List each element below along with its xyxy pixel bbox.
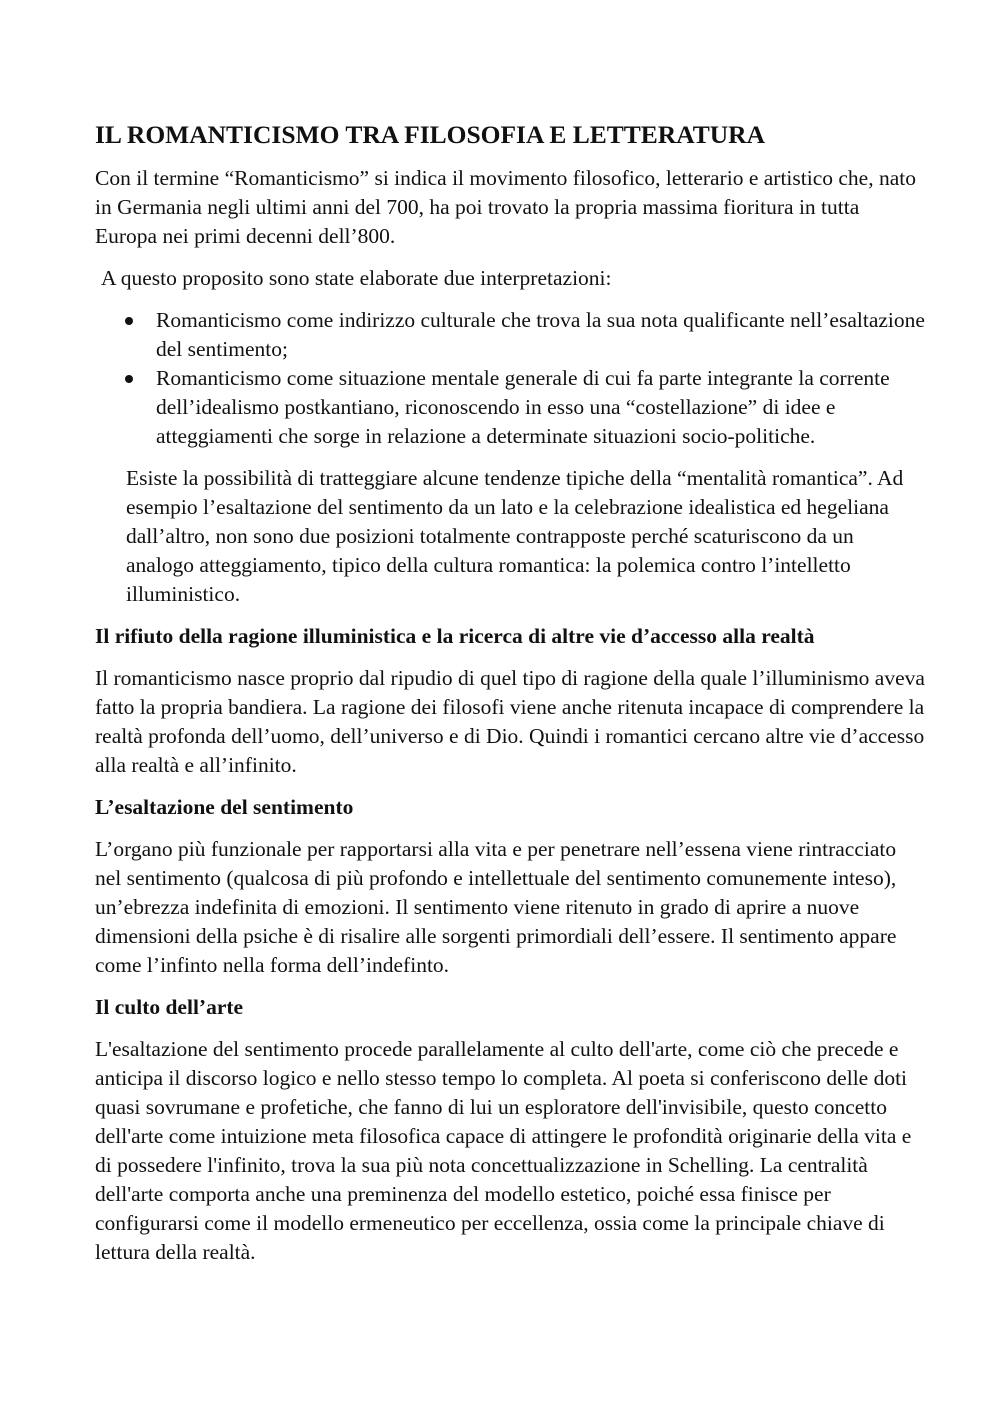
list-item bbox=[156, 306, 925, 364]
section-heading-sentimento: L’esaltazione del sentimento bbox=[95, 795, 354, 819]
section-body-arte: L'esaltazione del sentimento procede parallelamente al culto dell'arte, come ciò che precede e anticipa il discorso logico e nello stesso tempo lo completa. Al poeta si conferiscono delle doti quasi sovrumane e profetiche, che fanno di lui un esploratore dell'invisibile, questo concetto dell'arte come intuizione meta filosofica capace di attingere le profondità originarie della vita e di possedere l'infinito, trova la sua più nota concettualizzazione in Schelling. La centralità dell'arte comporta anche una preminenza del modello estetico, poiché essa finisce per configurarsi come il modello ermeneutico per eccellenza, ossia come la principale chiave di lettura della realtà. bbox=[95, 1037, 912, 1264]
page-title: IL ROMANTICISMO TRA FILOSOFIA E LETTERATURA bbox=[95, 120, 765, 149]
document-page bbox=[95, 118, 925, 1280]
interpretations-list bbox=[95, 306, 925, 451]
intro-paragraph: Con il termine “Romanticismo” si indica il movimento filosofico, letterario e artistico che, nato in Germania negli ultimi anni del 700, ha poi trovato la propria massima fioritura in tutta Europa nei primi decenni dell’800. bbox=[95, 166, 916, 248]
list-item-text: Romanticismo come indirizzo culturale che trova la sua nota qualificante nell’esaltazione del sentimento; bbox=[156, 308, 925, 361]
after-list-paragraph: Esiste la possibilità di tratteggiare alcune tendenze tipiche della “mentalità romantica”. Ad esempio l’esaltazione del sentimento da un lato e la celebrazione idealistica ed hegeliana dall’altro, non sono due posizioni totalmente contrapposte perché scaturiscono da un analogo atteggiamento, tipico della cultura romantica: la polemica contro l’intelletto illuministico. bbox=[126, 466, 904, 606]
lead-paragraph: A questo proposito sono state elaborate due interpretazioni: bbox=[101, 266, 612, 290]
list-item bbox=[156, 364, 925, 451]
bullet-icon bbox=[125, 317, 133, 325]
section-body-sentimento: L’organo più funzionale per rapportarsi alla vita e per penetrare nell’essena viene rintracciato nel sentimento (qualcosa di più profondo e intellettuale del sentimento comunemente inteso), un’ebrezza indefinita di emozioni. Il sentimento viene ritenuto in grado di aprire a nuove dimensioni della psiche è di risalire alle sorgenti primordiali dell’essere. Il sentimento appare come l’infinto nella forma dell’indefinto. bbox=[95, 837, 897, 977]
section-heading-rifiuto: Il rifiuto della ragione illuministica e la ricerca di altre vie d’accesso alla realtà bbox=[95, 624, 815, 648]
section-heading-arte: Il culto dell’arte bbox=[95, 995, 244, 1019]
section-body-rifiuto: Il romanticismo nasce proprio dal ripudio di quel tipo di ragione della quale l’illuminismo aveva fatto la propria bandiera. La ragione dei filosofi viene anche ritenuta incapace di comprendere la realtà profonda dell’uomo, dell’universo e di Dio. Quindi i romantici cercano altre vie d’accesso alla realtà e all’infinito. bbox=[95, 666, 925, 777]
bullet-icon bbox=[125, 375, 133, 383]
list-item-text: Romanticismo come situazione mentale generale di cui fa parte integrante la corrente dell’idealismo postkantiano, riconoscendo in esso una “costellazione” di idee e atteggiamenti che sorge in relazione a determinate situazioni socio-politiche. bbox=[156, 366, 890, 448]
